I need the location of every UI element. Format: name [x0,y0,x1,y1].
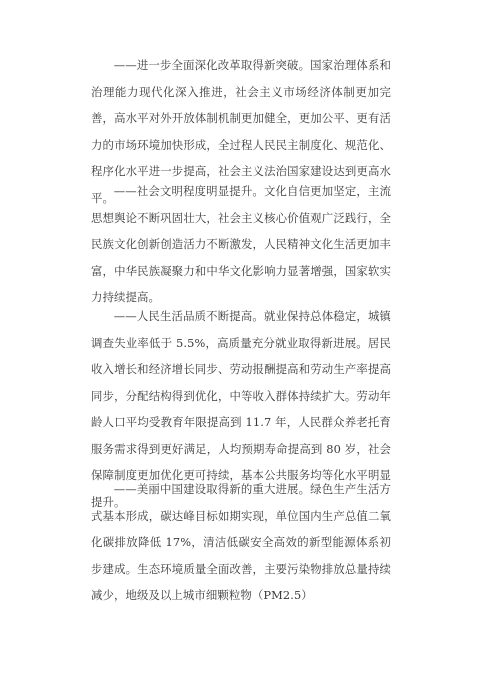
paragraph-beautiful-china: ——美丽中国建设取得新的重大进展。绿色生产生活方式基本形成，碳达峰目标如期实现，单位国内生产总值二氧化碳排放降低 17%，清洁低碳安全高效的新型能源体系初步建成。生态环境质量全面改善，主要污染物排放总量持续减少，地级及以上城市细颗粒物（PM2.5） [91,482,391,602]
paragraph-living-quality: ——人民生活品质不断提高。就业保持总体稳定，城镇调查失业率低于 5.5%，高质量充分就业取得新进展。居民收入增长和经济增长同步、劳动报酬提高和劳动生产率提高同步，分配结构得到优化，中等收入群体持续扩大。劳动年龄人口平均受教育年限提高到 11.7 年，人民群众养老托育服务需求得到更好满足，人均预期寿命提高到 80 岁，社会保障制度更加优化更可持续，基本公共服务均等化水平明显提升。 [91,309,391,509]
paragraph-civilization: ——社会文明程度明显提升。文化自信更加坚定，主流思想舆论不断巩固壮大，社会主义核心价值观广泛践行，全民族文化创新创造活力不断激发，人民精神文化生活更加丰富，中华民族凝聚力和中华文化影响力显著增强，国家软实力持续提高。 [91,184,391,304]
paragraph-reform: ——进一步全面深化改革取得新突破。国家治理体系和治理能力现代化深入推进，社会主义市场经济体制更加完善，高水平对外开放体制机制更加健全，更加公平、更有活力的市场环境加快形成，全过程人民民主制度化、规范化、程序化水平进一步提高，社会主义法治国家建设达到更高水平。 [91,58,391,205]
